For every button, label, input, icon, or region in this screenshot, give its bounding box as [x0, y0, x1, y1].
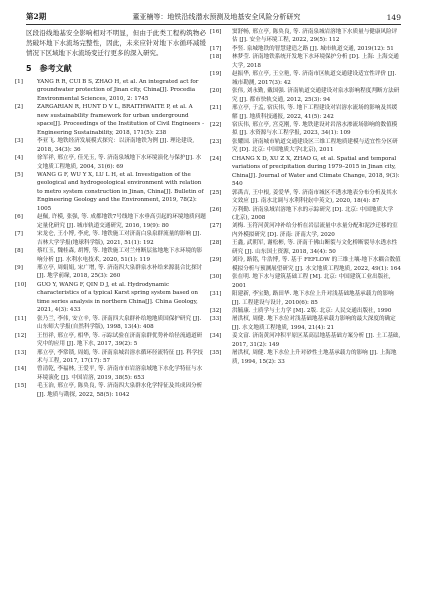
reference-item — [15, 264, 206, 281]
reference-number: [16] — [210, 29, 222, 35]
reference-text: 毛玉治, 邢立亭, 陈奂良, 等. 济南四大泉群水化学特征及其成因分析 [J]. 地质与勘探, 2022, 58(5): 1042 — [37, 383, 203, 398]
reference-number: [15] — [15, 383, 27, 390]
reference-number: [14] — [15, 366, 27, 373]
reference-number: [25] — [210, 189, 222, 196]
reference-number: [9] — [15, 264, 23, 271]
reference-number: [17] — [210, 45, 222, 52]
page-body — [15, 28, 401, 587]
reference-number: [11] — [15, 315, 27, 322]
reference-item — [15, 103, 206, 137]
reference-item — [15, 332, 206, 349]
issue-label: 第2期 — [26, 12, 47, 21]
reference-item — [210, 349, 401, 366]
reference-item — [15, 315, 206, 332]
reference-item — [15, 281, 206, 315]
reference-text: GUO Y, WANG F, QIN D J, et al. Hydrodynamic characteristics of a typical Karst spring system based on time series analysis in northern China[J]. China Geology, 2021, 4(3): 433 — [37, 281, 198, 314]
reference-item — [15, 230, 206, 247]
reference-item — [210, 332, 401, 349]
reference-text: 李竖. 泉城地铁的智慧建造之路 [J]. 城市轨道交通, 2019(12): 51 — [232, 45, 394, 52]
reference-item — [210, 239, 401, 256]
reference-text: 赵振华, 邢立亭, 王立艳, 等. 济南市区轨道交通建设适宜性评价 [J]. 城市勘测, 2017(3): 42 — [232, 71, 397, 86]
reference-text: 洪毓康. 土质学与土力学 [M]. 2版. 北京: 人民交通出版社, 1990 — [232, 307, 392, 314]
reference-number: [3] — [15, 138, 23, 145]
reference-item — [15, 365, 206, 382]
reference-text: 张伟, 刘永勤, 戴国强. 济南轨道交通建设对泉水影响程度判断方法研究 [J]. 都市快轨交通, 2012, 25(3): 94 — [232, 88, 400, 103]
reference-text: 郭禹吉, 王中根, 姜爱华, 等. 济南市城区不透水地表分布分析及其水文效应 [J]. 南水北调与水利科技(中英文), 2020, 18(4): 87 — [232, 189, 398, 205]
reference-text: 李亚飞. 地铁经济发展模式探究：以济南地铁为例 [J]. 理论建设, 2018, 34(3): 36 — [37, 138, 195, 153]
reference-item — [15, 382, 206, 399]
reference-number: [10] — [15, 281, 27, 288]
reference-number: [2] — [15, 104, 23, 111]
reference-item — [210, 53, 401, 70]
reference-item — [210, 222, 401, 239]
reference-item — [15, 137, 206, 154]
reference-text: 蔡红玉, 魏桂森, 胡博, 等. 地铁施工对兰州断层盆地地下水环境的影响分析 [J]. 水利水电技术, 2020, 51(1): 119 — [37, 248, 203, 263]
reference-number: [18] — [210, 54, 222, 61]
reference-item — [15, 154, 206, 171]
reference-item — [210, 70, 401, 87]
reference-number: [21] — [210, 105, 222, 112]
reference-number: [1] — [15, 79, 23, 85]
reference-number: [35] — [210, 350, 222, 357]
reference-item — [15, 171, 206, 213]
section-heading: 5 参考文献 — [26, 64, 72, 73]
reference-text: 邢立亭, 于孟, 宿庆伟, 等. 地下工程建设对岩溶水流场的影响及其缓解 [J]. 地质科技通报, 2022, 41(5): 242 — [232, 105, 398, 120]
reference-text: 张在明. 地下水与建筑基础工程 [M]. 北京: 中国建筑工业出版社, 2001 — [232, 274, 391, 289]
left-column — [15, 28, 206, 587]
reference-number: [30] — [210, 274, 222, 281]
right-column — [210, 28, 401, 587]
reference-item — [210, 87, 401, 104]
reference-number: [24] — [210, 155, 222, 162]
reference-text: 屠洪权, 周健. 地下水位对浅基础地基承载力影响的最大深度的确定 [J]. 水文地质工程地质, 1994, 21(4): 21 — [232, 316, 396, 331]
reference-text: 张耀国. 济南城市轨道交通建设区三维工程地质建模与适宜性分区研究 [D]. 北京: 中国地质大学(北京), 2011 — [232, 138, 398, 154]
running-title: 董亚楠等：地铁沿线潜水预测及地基安全风险分析研究 — [132, 13, 301, 21]
reference-item — [210, 104, 401, 121]
reference-number: [20] — [210, 88, 222, 95]
reference-list-right — [210, 28, 401, 366]
reference-number: [13] — [15, 349, 27, 356]
reference-text: YANG R R, CUI B S, ZHAO H, et al. An integrated act for groundwater protection of Jinan city, China[J]. Procedia Environmental Sciences, 2010, 2: 1745 — [37, 79, 199, 102]
reference-text: WANG G F, WU Y X, LU L H, et al. Investigation of the geological and hydrogeological environment with relation to metro system construction in Jinan, China[J]. Bulletin of Engineering Geology and the Environment, 2019, 78(2): 1005 — [37, 171, 204, 212]
reference-text: 刘玲, 路铭, 牛浩博, 等. 基于 FEFLOW 的三维土壤-地下水耦合数值模拟分析与预测展望研究 [J]. 水文地质工程地质, 2022, 49(1): 164 — [232, 257, 401, 272]
reference-text: 万利勤. 济南泉域岩溶地下水的示踪研究 [D]. 北京: 中国地质大学(北京), 2008 — [232, 206, 394, 221]
page-number: 149 — [386, 13, 401, 22]
reference-text: 邢立亭, 周娟娟, 宋广增, 等. 济南四大泉群泉水补给来源混合比探讨 [J]. 地学前缘, 2018, 25(3): 260 — [37, 264, 203, 280]
reference-number: [8] — [15, 248, 23, 255]
reference-number: [23] — [210, 138, 222, 145]
reference-number: [27] — [210, 223, 222, 230]
reference-text: 宋龙仑, 王小博, 李虎, 等. 地铁施工对济南白泉泉群流量的影响 [J]. 吉林大学学报(地球科学版), 2021, 51(1): 192 — [37, 231, 202, 246]
reference-number: [31] — [210, 291, 222, 298]
reference-number: [28] — [210, 240, 222, 247]
reference-item — [210, 45, 401, 53]
reference-item — [210, 256, 401, 273]
reference-number: [6] — [15, 214, 23, 221]
reference-number: [7] — [15, 231, 23, 238]
reference-number: [19] — [210, 71, 222, 78]
reference-number: [32] — [210, 307, 222, 314]
reference-item — [210, 273, 401, 290]
reference-number: [29] — [210, 257, 222, 264]
reference-text: 王恒祥, 邢立亭, 相华, 等. 示踪试验在济南泉群优势补给径流通道研究中的应用 [J]. 地下水, 2017, 39(2): 5 — [37, 332, 203, 348]
reference-text: 王鑫, 武朝军, 谢松彬, 等. 济南千佛山断裂与文化桥断裂导水透水性研究 [J]. 山东国土资源, 2018, 34(4): 50 — [232, 240, 398, 255]
intro-paragraph: 区段沿线地基安全影响相对不明显，但由于此类工程构筑物必然破坏地下水流场完整性，因此，未来应针对地下水循环减缓情况下区域地下水流场变迁行更多的深入研究。 — [26, 29, 206, 57]
reference-text: 邢立亭, 李常锁, 周娟, 等. 济南泉城岩溶水循环径流特征 [J]. 科学技术与工程, 2017, 17(17): 57 — [37, 349, 204, 364]
reference-item — [210, 315, 401, 332]
reference-item — [210, 307, 401, 315]
reference-item — [210, 290, 401, 307]
reference-text: 曾清乾, 李福林, 王爱平, 等. 济南市市岩溶泉域地下水化学特征与水环境演化 [J]. 中国岩溶, 2019, 38(5): 653 — [37, 366, 203, 381]
reference-item — [15, 213, 206, 230]
reference-text: 赵佩, 许模, 张强, 等. 成都地铁7号线地下水垂高引起的环境地质问题定量化研究 [J]. 城市轨道交通研究, 2016, 19(9): 80 — [37, 214, 206, 229]
reference-number: [33] — [210, 316, 222, 323]
reference-text: 姜文富. 济南黄河冲积平原区某高层地基基础方案分析 [J]. 土工基础, 2017, 31(2): 149 — [232, 333, 401, 348]
reference-text: CHANG X D, XU Z X, ZHAO G, et al. Spatial and temporal variations of precipitation during 1979–2015 in Jinan city, China[J]. Journal of Water and Climate Change, 2018, 9(3): 540 — [232, 155, 400, 188]
reference-list-left — [15, 78, 206, 399]
reference-text: 宿庆伟, 邢立亭, 宫克刚, 等. 地铁建设对岩溶水渗流场影响的数值模拟 [J]. 水资源与水工程学报, 2023, 34(1): 109 — [232, 121, 398, 137]
reference-text: 窦舒畅, 邢立亭, 陈奂良, 等. 济南泉城岩溶地下水质量与健康风险评估 [J]. 安全与环境工程, 2022, 29(5): 112 — [232, 29, 398, 44]
reference-number: [26] — [210, 206, 222, 213]
reference-item — [15, 78, 206, 103]
reference-text: 林梦莹. 济南地铁系统开发地下水环境保护分析 [D]. 上海: 上海交通大学, 2018 — [232, 54, 399, 69]
reference-item — [15, 247, 206, 264]
reference-number: [22] — [210, 121, 222, 128]
reference-text: 屠洪权, 周健. 地下水位上升对砂性土地基承载力的影响 [J]. 上海地质, 1994, 15(2): 33 — [232, 350, 397, 365]
reference-item — [210, 138, 401, 155]
reference-item — [210, 189, 401, 206]
reference-number: [4] — [15, 155, 23, 162]
reference-item — [210, 121, 401, 138]
reference-item — [210, 28, 401, 45]
reference-number: [34] — [210, 333, 222, 340]
running-header — [26, 8, 401, 25]
reference-text: 徐军祥, 邢立亭, 佳光玉, 等. 济南泉域地下水环境演化与保护[J]. 水文地质工程地质, 2004, 31(6): 69 — [37, 155, 202, 170]
reference-text: 刘梅. 玉符河黄河冲补给分析在岩层流量中水量分配和泥沙迁移的室内外模拟研究 [D]. 济南: 济南大学, 2020 — [232, 223, 398, 238]
reference-text: 阳建新, 李宝勤, 路田华. 地下水位上升对浅基础地基承载力的影响 [J]. 工程建设与设计, 2010(6): 85 — [232, 291, 394, 306]
reference-number: [12] — [15, 332, 27, 339]
reference-item — [210, 206, 401, 223]
reference-text: 张乃兰, 李伟, 安立辛, 等. 济南四大泉群补给地地质国保护研究 [J]. 山东师大学报(自然科学版), 1998, 13(4): 408 — [37, 315, 202, 331]
reference-item — [15, 349, 206, 366]
reference-text: ZARGARIAN R, HUNT D V L, BRAITHWAITE P, et al. A new sustainability framework for urban underground space[J]. Proceedings of the Institution of Civil Engineers - Engineering Sustainability, 2018, 171(5): 238 — [37, 104, 204, 136]
reference-number: [5] — [15, 171, 23, 178]
reference-item — [210, 155, 401, 189]
